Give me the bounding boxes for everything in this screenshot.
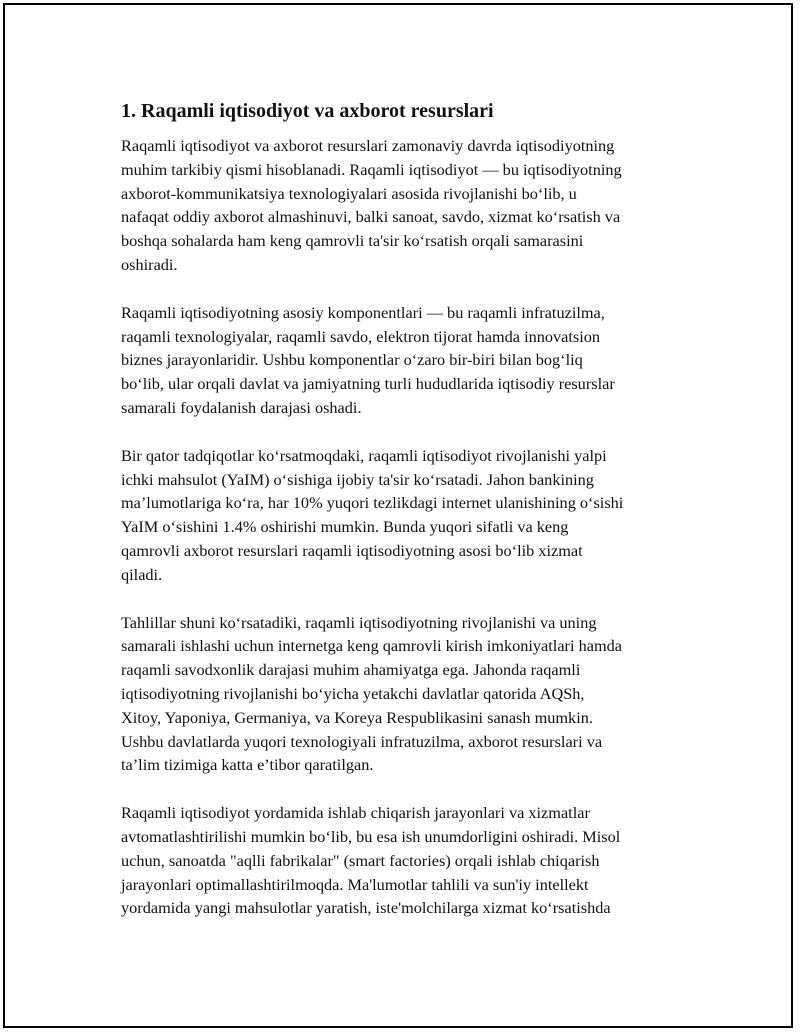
paragraph-4: Tahlillar shuni ko‘rsatadiki, raqamli iqtisodiyotning rivojlanishi va uning samarali ishlashi uchun internetga keng qamrovli kirish imkoniyatlari hamda raqamli savodxonlik darajasi muhim ahamiyatga ega. Jahonda raqamli iqtisodiyotning rivojlanishi bo‘yicha yetakchi davlatlar qatorida AQSh, Xitoy, Yaponiya, Germaniya, va Koreya Respublikasini sanash mumkin. Ushbu davlatlarda yuqori texnologiyali infratuzilma, axborot resurslari va ta’lim tizimiga katta e’tibor qaratilgan. bbox=[121, 612, 622, 775]
document-body bbox=[121, 99, 693, 944]
paragraph-1: Raqamli iqtisodiyot va axborot resurslari zamonaviy davrda iqtisodiyotning muhim tarkibiy qismi hisoblanadi. Raqamli iqtisodiyot — bu iqtisodiyotning axborot-kommunikatsiya texnologiyalari asosida rivojlanishi bo‘lib, u nafaqat oddiy axborot almashinuvi, balki sanoat, savdo, xizmat ko‘rsatish va boshqa sohalarda ham keng qamrovli ta'sir ko‘rsatish orqali samarasini oshiradi. bbox=[121, 136, 622, 274]
paragraph-2: Raqamli iqtisodiyotning asosiy komponentlari — bu raqamli infratuzilma, raqamli texnologiyalar, raqamli savdo, elektron tijorat hamda innovatsion biznes jarayonlaridir. Ushbu komponentlar o‘zaro bir-biri bilan bog‘liq bo‘lib, ular orqali davlat va jamiyatning turli hududlarida iqtisodiy resurslar samarali foydalanish darajasi oshadi. bbox=[121, 302, 615, 417]
paragraph-5: Raqamli iqtisodiyot yordamida ishlab chiqarish jarayonlari va xizmatlar avtomatlashtirilishi mumkin bo‘lib, bu esa ish unumdorligini oshiradi. Misol uchun, sanoatda "aqlli fabrikalar" (smart factories) orqali ishlab chiqarish jarayonlari optimallashtirilmoqda. Ma'lumotlar tahlili va sun'iy intellekt yordamida yangi mahsulotlar yaratish, iste'molchilarga xizmat ko‘rsatishda bbox=[121, 803, 621, 918]
page-frame bbox=[3, 3, 793, 1028]
section-heading: 1. Raqamli iqtisodiyot va axborot resurslari bbox=[121, 100, 494, 122]
paragraph-3: Bir qator tadqiqotlar ko‘rsatmoqdaki, raqamli iqtisodiyot rivojlanishi yalpi ichki mahsulot (YaIM) o‘sishiga ijobiy ta'sir ko‘rsatadi. Jahon bankining ma’lumotlariga ko‘ra, har 10% yuqori tezlikdagi internet ulanishining o‘sishi YaIM o‘sishini 1.4% oshirishi mumkin. Bunda yuqori sifatli va keng qamrovli axborot resurslari raqamli iqtisodiyotning asosi bo‘lib xizmat qiladi. bbox=[121, 445, 624, 584]
